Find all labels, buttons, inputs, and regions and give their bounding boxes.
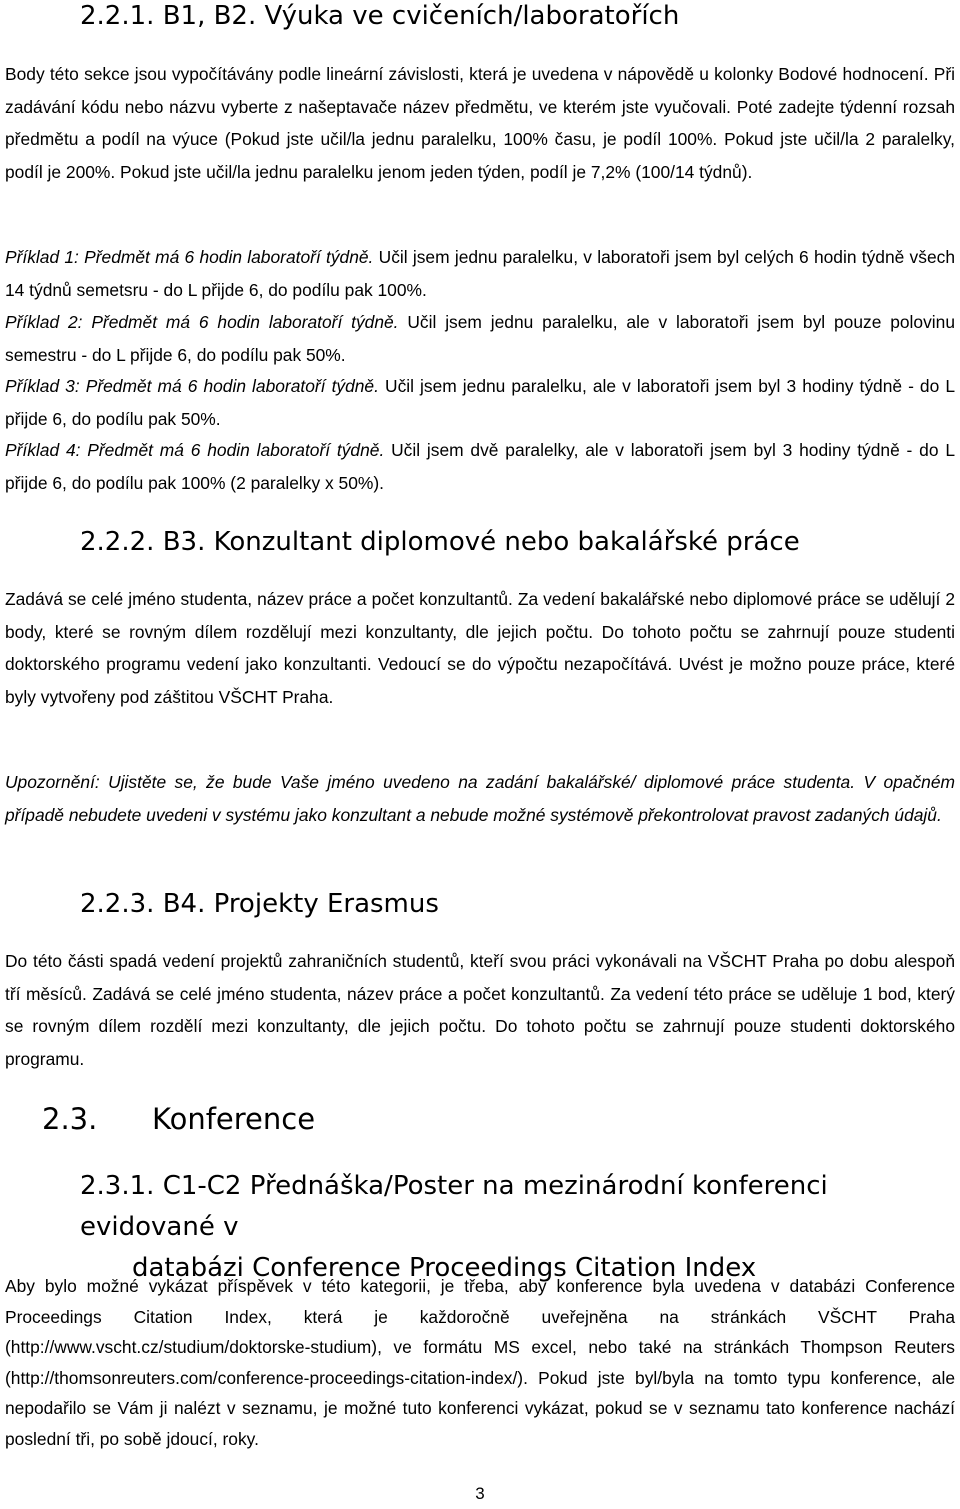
- heading-2-2-3: [80, 888, 439, 920]
- example-text: Učil jsem jednu paralelku, ale v laboratoři jsem byl 3 hodiny týdně - do L přijde 6, do podílu pak 50%.: [5, 376, 956, 429]
- paragraph-2-2-1: Body této sekce jsou vypočítávány podle lineární závislosti, která je uvedena v nápovědě u kolonky Bodové hodnocení. Při zadávání kódu nebo názvu vyberte z našeptavače název předmětu, ve kterém jste vyučovali. Poté zadejte týdenní rozsah předmětu a podíl na výuce (Pokud jste učil/la jednu paralelku, 100% času, je podíl 100%. Pokud jste učil/la 2 paralelky, podíl je 200%. Pokud jste učil/la jednu paralelku jenom jeden týden, podíl je 7,2% (100/14 týdnů).: [5, 64, 955, 182]
- paragraph-2-3-1: Aby bylo možné vykázat příspěvek v této kategorii, je třeba, aby konference byla uvedena v databázi Conference Proceedings Citation Index, která je každoročně uveřejněna na stránkách VŠCHT Praha (http://www.vscht.cz/studium/doktorske-studium), ve formátu MS excel, nebo také na stránkách Thompson Reuters (http://thomsonreuters.com/conference-proceedings-citation-index/). Pokud jste byl/byla na tomto typu konference, ale nepodařilo se Vám ji nalézt v seznamu, je možné tuto konferenci vykázat, pokud se v seznamu tato konference nachází poslední tři, po sobě jdoucí, roky.: [5, 1276, 955, 1449]
- heading-title: B3. Konzultant diplomové nebo bakalářské práce: [162, 527, 800, 557]
- example-lead: Příklad 2: Předmět má 6 hodin laboratoří týdně.: [5, 312, 399, 332]
- heading-number: 2.3.1.: [80, 1171, 155, 1201]
- paragraph-2-2-3: Do této části spadá vedení projektů zahraničních studentů, kteří svou práci vykonávali na VŠCHT Praha po dobu alespoň tří měsíců. Zadává se celé jméno studenta, název práce a počet konzultantů. Za vedení této práce se uděluje 1 bod, který se rovným dílem rozdělí mezi konzultanty, dle jejich počtu. Do tohoto počtu se zahrnují pouze studenti doktorského programu.: [5, 951, 955, 1069]
- warning-paragraph: Upozornění: Ujistěte se, že bude Vaše jméno uvedeno na zadání bakalářské/ diplomové práce studenta. V opačném případě nebudete uvedeni v systému jako konzultant a nebude možné systémově překontrolovat pravost zadaných údajů.: [5, 772, 955, 825]
- paragraph-2-2-2: Zadává se celé jméno studenta, název práce a počet konzultantů. Za vedení bakalářské nebo diplomové práce se udělují 2 body, které se rovným dílem rozdělují mezi konzultanty, dle jejich počtu. Do tohoto počtu se zahrnují pouze studenti doktorského programu vedení jako konzultanti. Vedoucí se do výpočtu nezapočítává. Uvést je možno pouze práce, které byly vytvořeny pod záštitou VŠCHT Praha.: [5, 589, 955, 707]
- heading-title-line1: C1-C2 Přednáška/Poster na mezinárodní konferenci evidované v: [80, 1171, 828, 1242]
- example-lead: Příklad 1: Předmět má 6 hodin laboratoří týdně.: [5, 247, 374, 267]
- heading-number: 2.2.2.: [80, 527, 155, 557]
- heading-title: B1, B2. Výuka ve cvičeních/laboratořích: [162, 1, 680, 31]
- example-text: Učil jsem jednu paralelku, ale v laboratoři jsem byl pouze polovinu semestru - do L přijde 6, do podílu pak 50%.: [5, 312, 955, 365]
- heading-title-line2: databázi Conference Proceedings Citation Index: [132, 1253, 757, 1283]
- example-lead: Příklad 3: Předmět má 6 hodin laboratoří týdně.: [5, 376, 379, 396]
- example-text: Učil jsem jednu paralelku, v laboratoři jsem byl celých 6 hodin týdně všech 14 týdnů semetsru - do L přijde 6, do podílu pak 100%.: [5, 247, 955, 300]
- heading-2-2-2: [80, 526, 800, 558]
- heading-number: 2.2.3.: [80, 889, 155, 919]
- heading-2-3: [42, 1101, 315, 1137]
- example-2: [5, 306, 955, 371]
- example-lead: Příklad 4: Předmět má 6 hodin laboratoří týdně.: [5, 440, 385, 460]
- example-text: Učil jsem dvě paralelky, ale v laboratoři jsem byl 3 hodiny týdně - do L přijde 6, do podílu pak 100% (2 paralelky x 50%).: [5, 440, 955, 493]
- heading-number: 2.2.1.: [80, 1, 155, 31]
- example-1: [5, 241, 955, 306]
- heading-number: 2.3.: [42, 1102, 98, 1136]
- heading-title: Konference: [152, 1102, 316, 1136]
- example-4: [5, 434, 955, 499]
- heading-2-2-1: [80, 0, 679, 32]
- heading-title: B4. Projekty Erasmus: [162, 889, 439, 919]
- page-number: 3: [475, 1484, 485, 1503]
- example-3: [5, 370, 955, 435]
